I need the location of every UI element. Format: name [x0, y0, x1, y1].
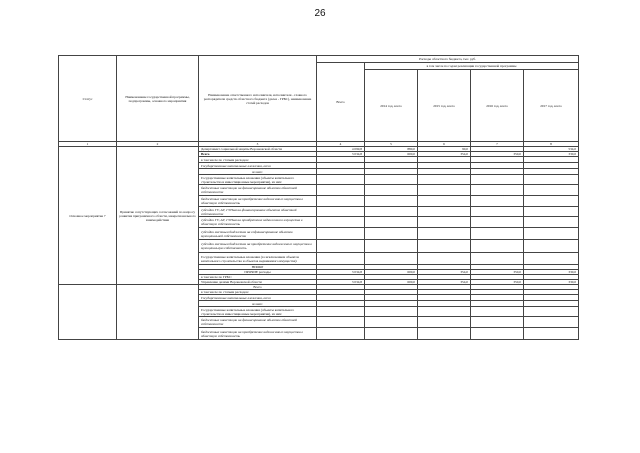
value-cell: 350,0 [471, 270, 524, 275]
row-label: Управление делами Воронежской области [199, 280, 317, 285]
header-year: 2014 год, всего [365, 70, 418, 142]
value-cell [365, 228, 418, 240]
col-number: 3 [199, 142, 317, 147]
col-number: 4 [317, 142, 365, 147]
value-cell [418, 307, 471, 317]
value-cell [418, 185, 471, 196]
value-cell [524, 217, 579, 228]
header-total: Всего [317, 63, 365, 142]
value-cell [524, 228, 579, 240]
value-cell: 3 034,8 [317, 152, 365, 157]
value-cell: 354,0 [418, 270, 471, 275]
row-label: Всего [199, 152, 317, 157]
row-label: из них: [199, 301, 317, 307]
row-label: субсидии местным бюджетам на приобретение недвижимого имущества в муниципальную собственность [199, 240, 317, 253]
col-number: 2 [117, 142, 199, 147]
header-year: 2015 год, всего [418, 70, 471, 142]
value-cell: 4 099,8 [317, 147, 365, 152]
value-cell: 600,0 [365, 152, 418, 157]
value-cell: 880,0 [365, 147, 418, 152]
row-label: Государственные капитальные вложения, всего [199, 295, 317, 301]
value-cell: 330,0 [524, 152, 579, 157]
value-cell [471, 196, 524, 207]
row-label: НИОКР [199, 265, 317, 270]
value-cell [418, 328, 471, 340]
value-cell: 3 034,8 [317, 270, 365, 275]
status-cell: Основное мероприятие 7 [59, 147, 117, 285]
value-cell [365, 328, 418, 340]
program-cell: Принятие сопутствующих согласований по вопросу развития приграничного области, межрегионального взаимодействия [117, 147, 199, 285]
budget-table [58, 55, 579, 340]
row-label: субсидии местным бюджетам на софинансирование объектов муниципальной собственности [199, 228, 317, 240]
value-cell [365, 317, 418, 328]
value-cell [524, 207, 579, 217]
col-number: 6 [418, 142, 471, 147]
row-label: в том числе по статьям расходов: [199, 157, 317, 163]
program-cell [117, 285, 199, 340]
value-cell [365, 207, 418, 217]
col-number: 7 [471, 142, 524, 147]
value-cell [524, 240, 579, 253]
value-cell: 350,0 [471, 152, 524, 157]
row-label: бюджетные инвестиции на финансирование объектов областной собственности [199, 317, 317, 328]
value-cell [524, 317, 579, 328]
value-cell: 350,0 [471, 280, 524, 285]
value-cell [365, 307, 418, 317]
value-cell [365, 196, 418, 207]
value-cell [418, 217, 471, 228]
row-label: субсидии ГУ, АУ, ГУПам на приобретение недвижимого имущества в областную собственность [199, 217, 317, 228]
value-cell: 600,0 [365, 280, 418, 285]
header-year: 2016 год, всего [471, 70, 524, 142]
value-cell [471, 185, 524, 196]
value-cell [471, 228, 524, 240]
col-number: 5 [365, 142, 418, 147]
value-cell [317, 307, 365, 317]
value-cell [418, 196, 471, 207]
status-cell [59, 285, 117, 340]
row-label: Государственные капитальные вложения (объекты капитального строительства и инвестиционные мероприятия), из них: [199, 175, 317, 185]
value-cell [418, 317, 471, 328]
page-number: 26 [314, 8, 326, 19]
row-label: Департамент социальной защиты Воронежской области [199, 147, 317, 152]
value-cell [471, 328, 524, 340]
row-label: бюджетные инвестиции на приобретение недвижимого имущества в областную собственность [199, 328, 317, 340]
row-label: Государственные капитальные вложения (объекты капитального строительства и инвестиционные мероприятия), из них: [199, 307, 317, 317]
value-cell [418, 175, 471, 185]
header-program: Наименование государственной программы, подпрограммы, основного мероприятия [117, 56, 199, 142]
row-label: субсидии ГУ, АУ, ГУПам на финансирование объектов областной собственности [199, 207, 317, 217]
value-cell [471, 217, 524, 228]
value-cell [418, 207, 471, 217]
row-label: из них: [199, 169, 317, 175]
row-label: в том числе по ГРБС: [199, 275, 317, 280]
value-cell [471, 307, 524, 317]
value-cell [524, 175, 579, 185]
value-cell [365, 240, 418, 253]
value-cell [317, 228, 365, 240]
value-cell [471, 317, 524, 328]
row-label: Всего [199, 285, 317, 290]
value-cell: 534,0 [524, 147, 579, 152]
header-executor: Наименование ответственного исполнителя, исполнителя - главного распорядителя средств областного бюджета (далее - ГРБС), наименование статей расходов [199, 56, 317, 142]
value-cell: 3 034,8 [317, 280, 365, 285]
value-cell [365, 185, 418, 196]
value-cell [317, 328, 365, 340]
row-label: Государственные капитальные вложения, всего [199, 163, 317, 169]
value-cell [365, 217, 418, 228]
value-cell [418, 240, 471, 253]
col-number: 8 [524, 142, 579, 147]
row-label: ПРОЧИЕ расходы [199, 270, 317, 275]
header-in-that-number: в том числе по годам реализации государственной программы [365, 63, 579, 70]
value-cell [471, 175, 524, 185]
value-cell [317, 196, 365, 207]
value-cell [471, 207, 524, 217]
header-year: 2017 год, всего [524, 70, 579, 142]
row-label: Государственные капитальные вложения (за исключением объектов капитального строительства и объектов недвижимого имущества): [199, 253, 317, 265]
value-cell [524, 328, 579, 340]
header-expenses-group: Расходы областного бюджета, тыс. руб. [317, 56, 579, 63]
value-cell: 90,0 [418, 147, 471, 152]
value-cell [418, 253, 471, 265]
value-cell [317, 175, 365, 185]
row-label: в том числе по статьям расходов: [199, 290, 317, 295]
row-label: бюджетные инвестиции на финансирование объектов областной собственности [199, 185, 317, 196]
value-cell [471, 240, 524, 253]
value-cell: 330,0 [524, 270, 579, 275]
value-cell: 330,0 [524, 280, 579, 285]
value-cell [418, 228, 471, 240]
value-cell: 600,0 [365, 270, 418, 275]
value-cell [317, 253, 365, 265]
value-cell [317, 185, 365, 196]
value-cell [524, 196, 579, 207]
value-cell [317, 240, 365, 253]
value-cell [524, 307, 579, 317]
value-cell: 354,0 [418, 280, 471, 285]
value-cell [365, 175, 418, 185]
value-cell [524, 253, 579, 265]
value-cell [524, 185, 579, 196]
col-number: 1 [59, 142, 117, 147]
value-cell [317, 217, 365, 228]
value-cell [317, 207, 365, 217]
value-cell [317, 317, 365, 328]
row-label: бюджетные инвестиции на приобретение недвижимого имущества в областную собственность [199, 196, 317, 207]
value-cell [365, 253, 418, 265]
value-cell: 354,0 [418, 152, 471, 157]
header-status: Статус [59, 56, 117, 142]
value-cell [471, 253, 524, 265]
